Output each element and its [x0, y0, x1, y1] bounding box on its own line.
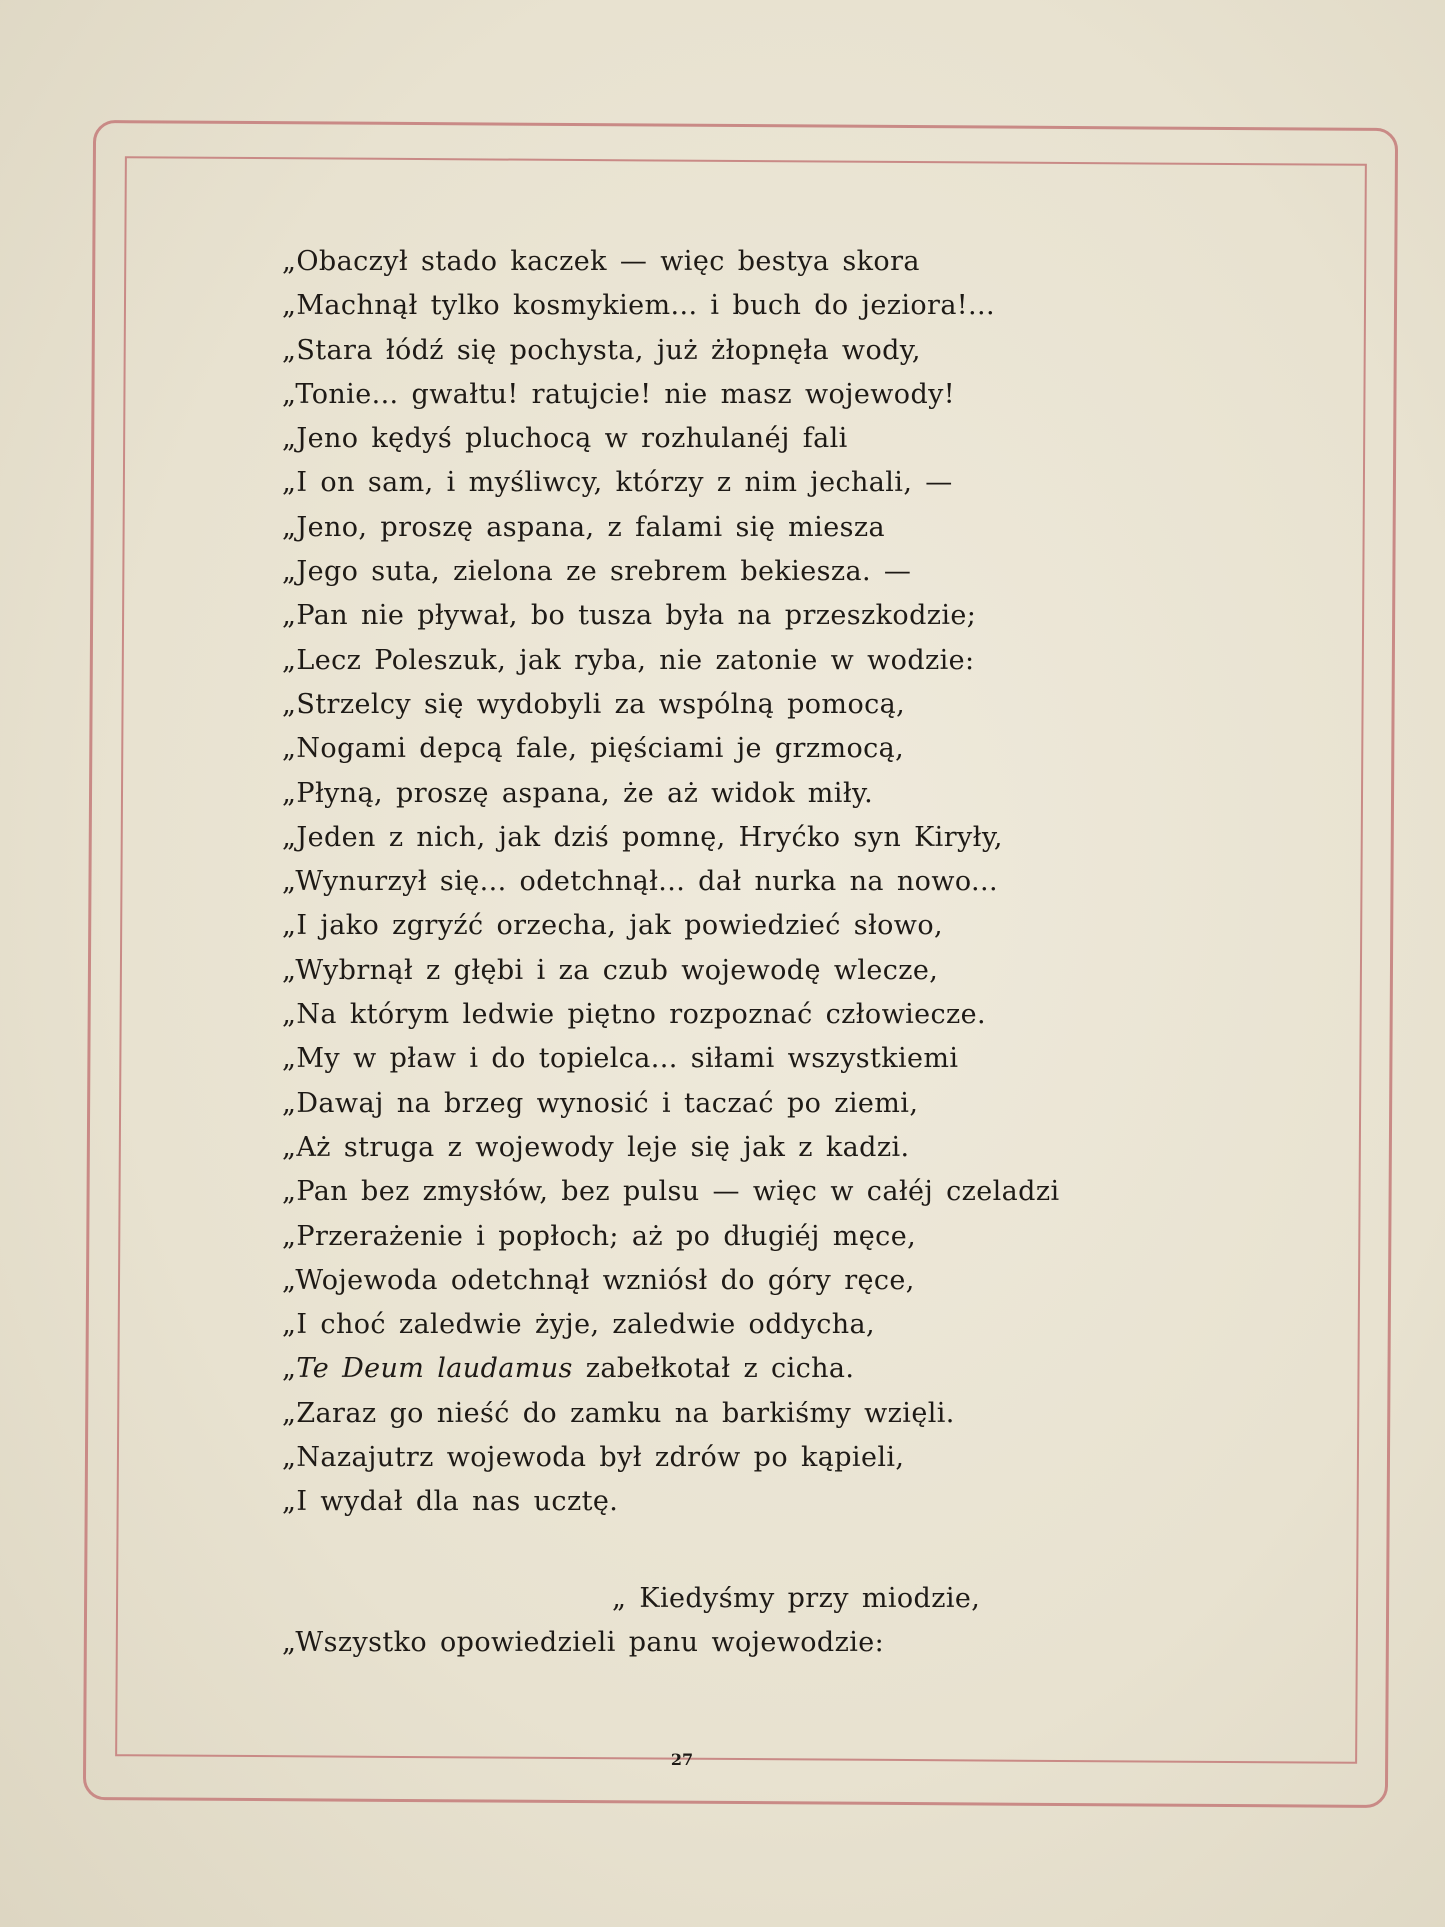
poem-line: „Nazajutrz wojewoda był zdrów po kąpieli, [282, 1442, 905, 1474]
poem-line: „Płyną, proszę aspana, że aż widok miły. [282, 777, 874, 809]
poem-line: „Wynurzył się... odetchnął... dał nurka na nowo... [282, 866, 998, 898]
poem-line: „Obaczył stado kaczek — więc bestya skora [282, 246, 920, 277]
poem-line: „Pan nie pływał, bo tusza była na przeszkodzie; [282, 600, 977, 632]
te-deum-italic: Te Deum laudamus [296, 1353, 573, 1385]
poem-line: „Machnął tylko kosmykiem... i buch do jeziora!... [282, 290, 996, 322]
poem-line: „Jeno, proszę aspana, z falami się miesza [282, 511, 885, 543]
page-number: 27 [670, 1750, 694, 1769]
poem-line: „I wydał dla nas ucztę. [282, 1486, 619, 1518]
poem-line: „Tonie... gwałtu! ratujcie! nie masz wojewody! [282, 378, 956, 410]
poem-line: „Jego suta, zielona ze srebrem bekiesza. — [282, 556, 912, 588]
poem-line: „Lecz Poleszuk, jak ryba, nie zatonie w wodzie: [282, 644, 975, 676]
poem-line: „Wybrnął z głębi i za czub wojewodę wlecze, [282, 954, 939, 986]
poem-text [282, 240, 1342, 1665]
poem-line: „Jeno kędyś pluchocą w rozhulanéj fali [282, 423, 848, 455]
stanza-gap [282, 1525, 1342, 1577]
poem-line: „Dawaj na brzeg wynosić i taczać po ziemi, [282, 1087, 919, 1119]
poem-line: „Przerażenie i popłoch; aż po długiéj męce, [282, 1220, 917, 1252]
poem-line: „Wojewoda odetchnął wzniósł do góry ręce, [282, 1264, 915, 1296]
poem-line: „Strzelcy się wydobyli za wspólną pomocą, [282, 688, 906, 720]
poem-line: „I jako zgryźć orzecha, jak powiedzieć słowo, [282, 910, 943, 942]
poem-line-te-deum [282, 1347, 1342, 1391]
poem-line-indented: „ Kiedyśmy przy miodzie, [612, 1582, 981, 1614]
poem-line: „Zaraz go nieść do zamku na barkiśmy wzięli. [282, 1397, 955, 1429]
poem-line: „My w pław i do topielca... siłami wszystkiemi [282, 1043, 959, 1075]
poem-line: „Pan bez zmysłów, bez pulsu — więc w całéj czeladzi [282, 1176, 1060, 1208]
poem-line: „Na którym ledwie piętno rozpoznać człowiecze. [282, 999, 987, 1031]
poem-line: „I on sam, i myśliwcy, którzy z nim jechali, — [282, 467, 953, 499]
poem-line: „Nogami depcą fale, pięściami je grzmocą, [282, 733, 905, 765]
poem-line: „I choć zaledwie żyje, zaledwie oddycha, [282, 1309, 876, 1341]
poem-line: „Wszystko opowiedzieli panu wojewodzie: [282, 1626, 885, 1658]
te-deum-rest: zabełkotał z cicha. [572, 1353, 855, 1385]
poem-line: „Stara łódź się pochysta, już żłopnęła wody, [282, 334, 921, 366]
poem-line: „Aż struga z wojewody leje się jak z kadzi. [282, 1131, 910, 1163]
te-deum-prefix: „ [282, 1353, 297, 1385]
poem-line: „Jeden z nich, jak dziś pomnę, Hryćko syn Kiryły, [282, 821, 1003, 853]
